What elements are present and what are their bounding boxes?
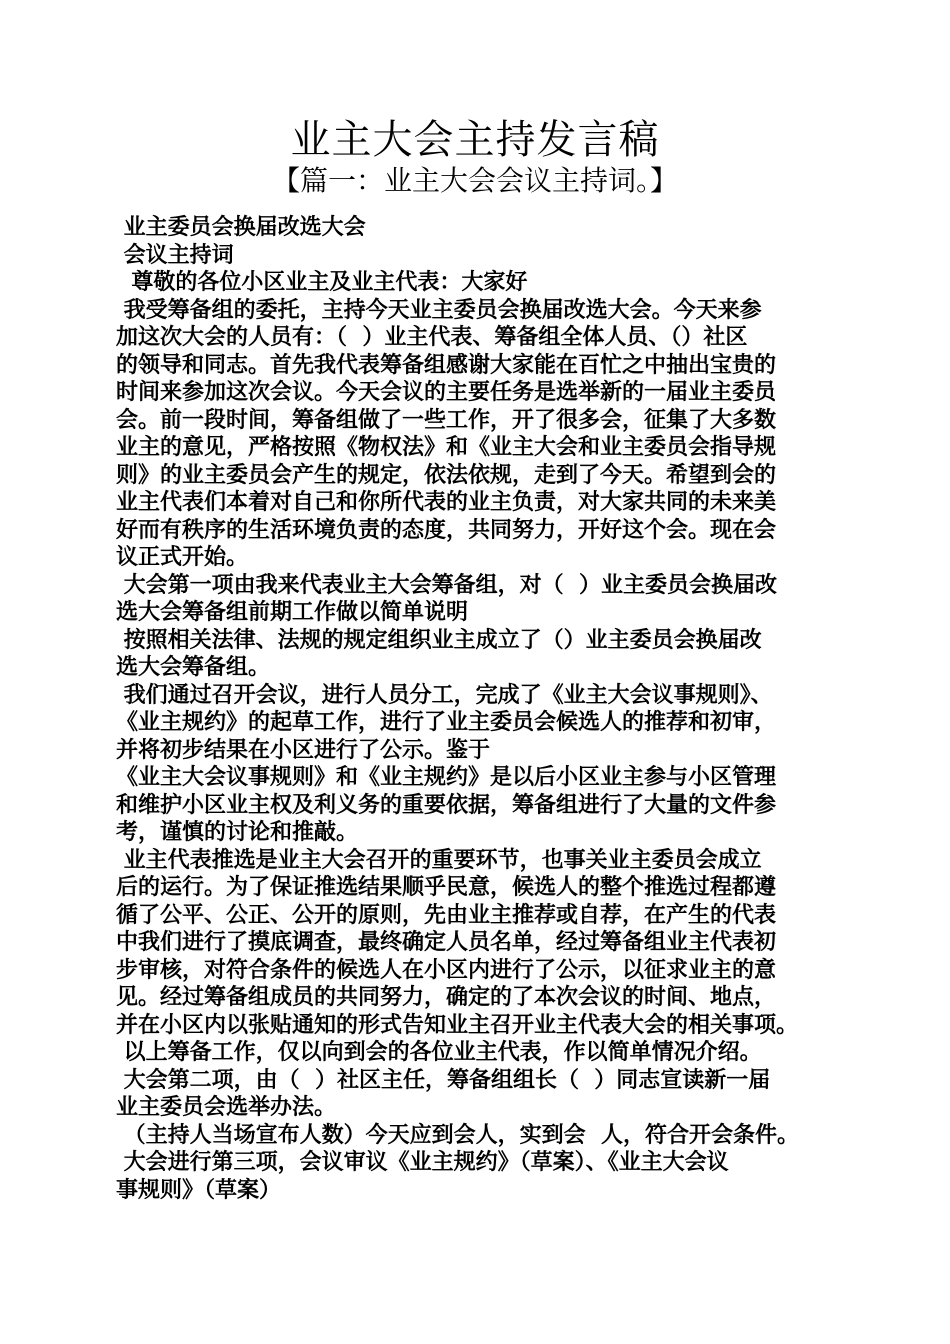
body-line: 后的运行。为了保证推选结果顺乎民意，候选人的整个推选过程都遵 — [116, 875, 777, 900]
document-title: 业主大会主持发言稿 — [290, 117, 660, 163]
body-line: 中我们进行了摸底调查，最终确定人员名单，经过筹备组业主代表初 — [116, 930, 777, 955]
body-line: 业主委员会换届改选大会 — [116, 215, 366, 240]
document-body — [116, 214, 842, 1204]
body-line: 则》的业主委员会产生的规定，依法依规，走到了今天。希望到会的 — [116, 462, 777, 488]
body-line: 业主的意见，严格按照《物权法》和《业主大会和业主委员会指导规 — [116, 435, 777, 460]
body-line: 《业主规约》的起草工作，进行了业主委员会候选人的推荐和初审， — [116, 710, 777, 735]
body-line: 见。经过筹备组成员的共同努力，确定的了本次会议的时间、地点， — [116, 985, 777, 1010]
body-line: 大会第二项，由（ ）社区主任，筹备组组长（ ）同志宣读新一届 — [116, 1067, 771, 1093]
body-line: 事规则》（草案） — [116, 1177, 282, 1203]
body-line: 并在小区内以张贴通知的形式告知业主召开业主代表大会的相关事项。 — [116, 1012, 799, 1038]
body-line: 和维护小区业主权及利义务的重要依据，筹备组进行了大量的文件参 — [116, 792, 777, 818]
body-line: 我受筹备组的委托，主持今天业主委员会换届改选大会。今天来参 — [116, 297, 762, 323]
body-line: 议正式开始。 — [116, 545, 249, 570]
body-line: 并将初步结果在小区进行了公示。鉴于 — [116, 737, 491, 763]
body-line: 步审核，对符合条件的候选人在小区内进行了公示，以征求业主的意 — [116, 957, 777, 983]
body-line: 加这次大会的人员有：（ ）业主代表、筹备组全体人员、（）社区 — [116, 325, 748, 350]
body-line: 考，谨慎的讨论和推敲。 — [116, 820, 359, 845]
body-line: 《业主大会议事规则》和《业主规约》是以后小区业主参与小区管理 — [116, 765, 777, 790]
body-line: 我们通过召开会议，进行人员分工，完成了《业主大会议事规则》、 — [116, 682, 773, 708]
body-line: 选大会筹备组。 — [116, 655, 271, 680]
body-line: （主持人当场宣布人数）今天应到会人，实到会 人，符合开会条件。 — [116, 1122, 799, 1148]
body-line: 业主委员会选举办法。 — [116, 1095, 337, 1120]
body-line: 大会第一项由我来代表业主大会筹备组，对（ ）业主委员会换届改 — [116, 572, 777, 598]
body-line: 时间来参加这次会议。今天会议的主要任务是选举新的一届业主委员 — [116, 380, 777, 405]
body-line: 的领导和同志。首先我代表筹备组感谢大家能在百忙之中抽出宝贵的 — [116, 352, 777, 378]
body-line: 会。前一段时间，筹备组做了一些工作，开了很多会，征集了大多数 — [116, 407, 777, 433]
document-subtitle: 【篇一：业主大会会议主持词。】 — [271, 164, 678, 197]
body-line: 好而有秩序的生活环境负责的态度，共同努力，开好这个会。现在会 — [116, 517, 777, 543]
body-line: 业主代表推选是业主大会召开的重要环节，也事关业主委员会成立 — [116, 847, 762, 873]
body-line: 以上筹备工作，仅以向到会的各位业主代表，作以简单情况介绍。 — [116, 1040, 762, 1065]
body-line: 尊敬的各位小区业主及业主代表：大家好 — [116, 270, 528, 295]
body-line: 按照相关法律、法规的规定组织业主成立了（）业主委员会换届改 — [116, 627, 762, 653]
body-line: 业主代表们本着对自己和你所代表的业主负责，对大家共同的未来美 — [116, 490, 777, 515]
body-line: 循了公平、公正、公开的原则，先由业主推荐或自荐，在产生的代表 — [116, 902, 777, 928]
body-line: 选大会筹备组前期工作做以简单说明 — [116, 600, 469, 625]
body-line: 大会进行第三项，会议审议《业主规约》（草案）、《业主大会议 — [116, 1150, 729, 1175]
body-line: 会议主持词 — [116, 242, 234, 268]
